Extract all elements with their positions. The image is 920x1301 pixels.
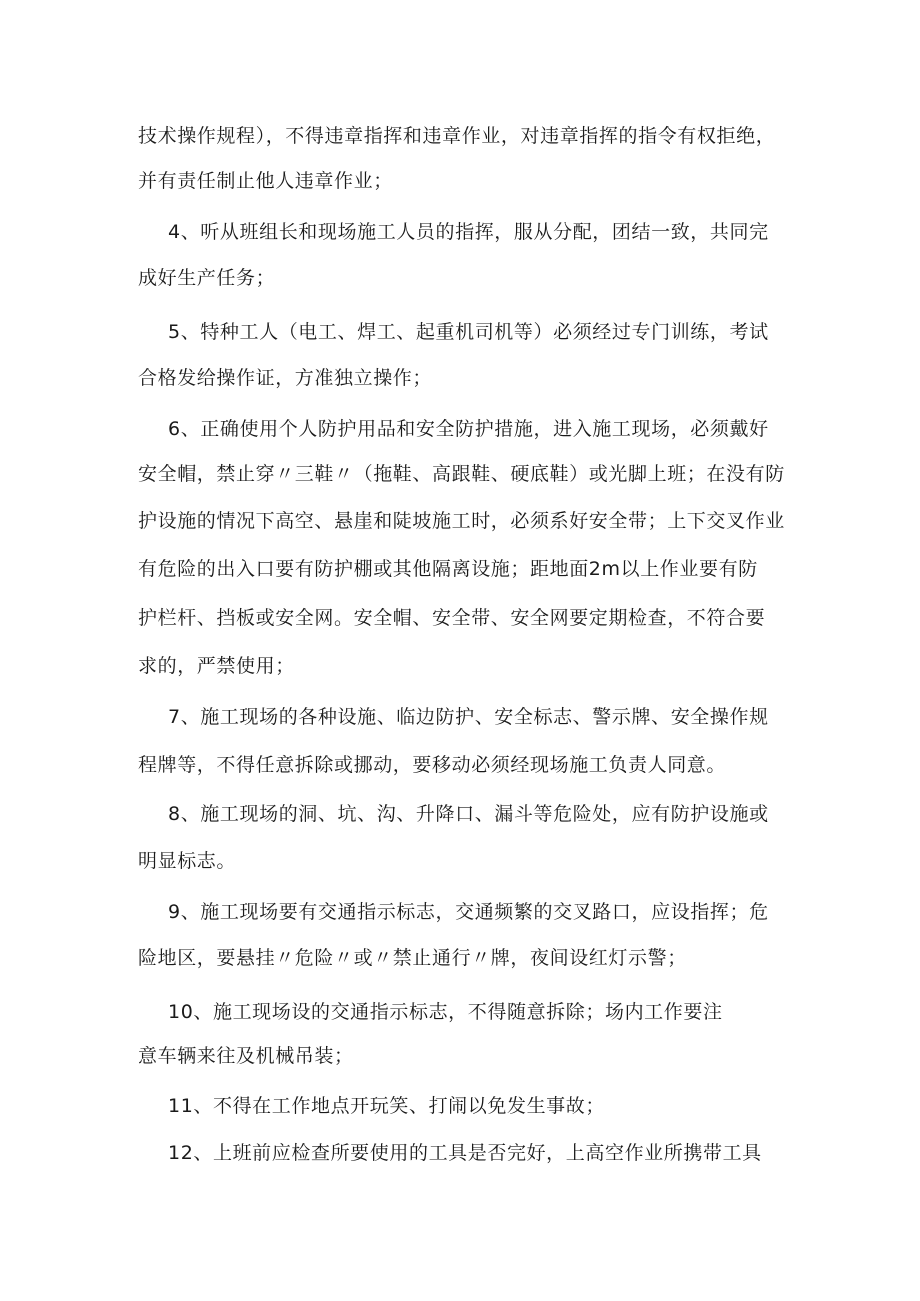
list-item-4: 4、听从班组长和现场施工人员的指挥，服从分配，团结一致，共同完 <box>168 221 769 243</box>
list-item-10: 10、施工现场设的交通指示标志，不得随意拆除；场内工作要注 <box>168 1001 723 1023</box>
list-item-7: 7、施工现场的各种设施、临边防护、安全标志、警示牌、安全操作规 <box>168 706 769 728</box>
text-line: 求的，严禁使用； <box>138 655 295 677</box>
list-item-9: 9、施工现场要有交通指示标志，交通频繁的交叉路口，应设指挥；危 <box>168 901 769 923</box>
text-line: 护设施的情况下高空、悬崖和陡坡施工时，必须系好安全带；上下交叉作业 <box>138 510 785 532</box>
text-line: 护栏杆、挡板或安全网。安全帽、安全带、安全网要定期检查，不符合要 <box>138 607 766 629</box>
text-line: 明显标志。 <box>138 850 237 872</box>
list-item-12: 12、上班前应检查所要使用的工具是否完好，上高空作业所携带工具 <box>168 1142 762 1164</box>
text-line: 有危险的出入口要有防护棚或其他隔离设施；距地面2m以上作业要有防 <box>138 558 758 580</box>
text-line: 技术操作规程），不得违章指挥和违章作业，对违章指挥的指令有权拒绝， <box>138 125 776 147</box>
text-line: 险地区，要悬挂〃危险〃或〃禁止通行〃牌，夜间设红灯示警； <box>138 947 687 969</box>
text-line: 程牌等，不得任意拆除或挪动，要移动必须经现场施工负责人同意。 <box>138 754 727 776</box>
text-line: 意车辆来往及机械吊装； <box>138 1045 354 1067</box>
text-line: 合格发给操作证，方准独立操作； <box>138 367 433 389</box>
text-line: 成好生产任务； <box>138 267 276 289</box>
text-line: 并有责任制止他人违章作业； <box>138 170 393 192</box>
list-item-11: 11、不得在工作地点开玩笑、打闹以免发生事故； <box>168 1095 605 1117</box>
list-item-8: 8、施工现场的洞、坑、沟、升降口、漏斗等危险处，应有防护设施或 <box>168 803 769 825</box>
list-item-5: 5、特种工人（电工、焊工、起重机司机等）必须经过专门训练，考试 <box>168 321 769 343</box>
text-line: 安全帽，禁止穿〃三鞋〃（拖鞋、高跟鞋、硬底鞋）或光脚上班；在没有防 <box>138 463 785 485</box>
list-item-6: 6、正确使用个人防护用品和安全防护措施，进入施工现场，必须戴好 <box>168 418 769 440</box>
